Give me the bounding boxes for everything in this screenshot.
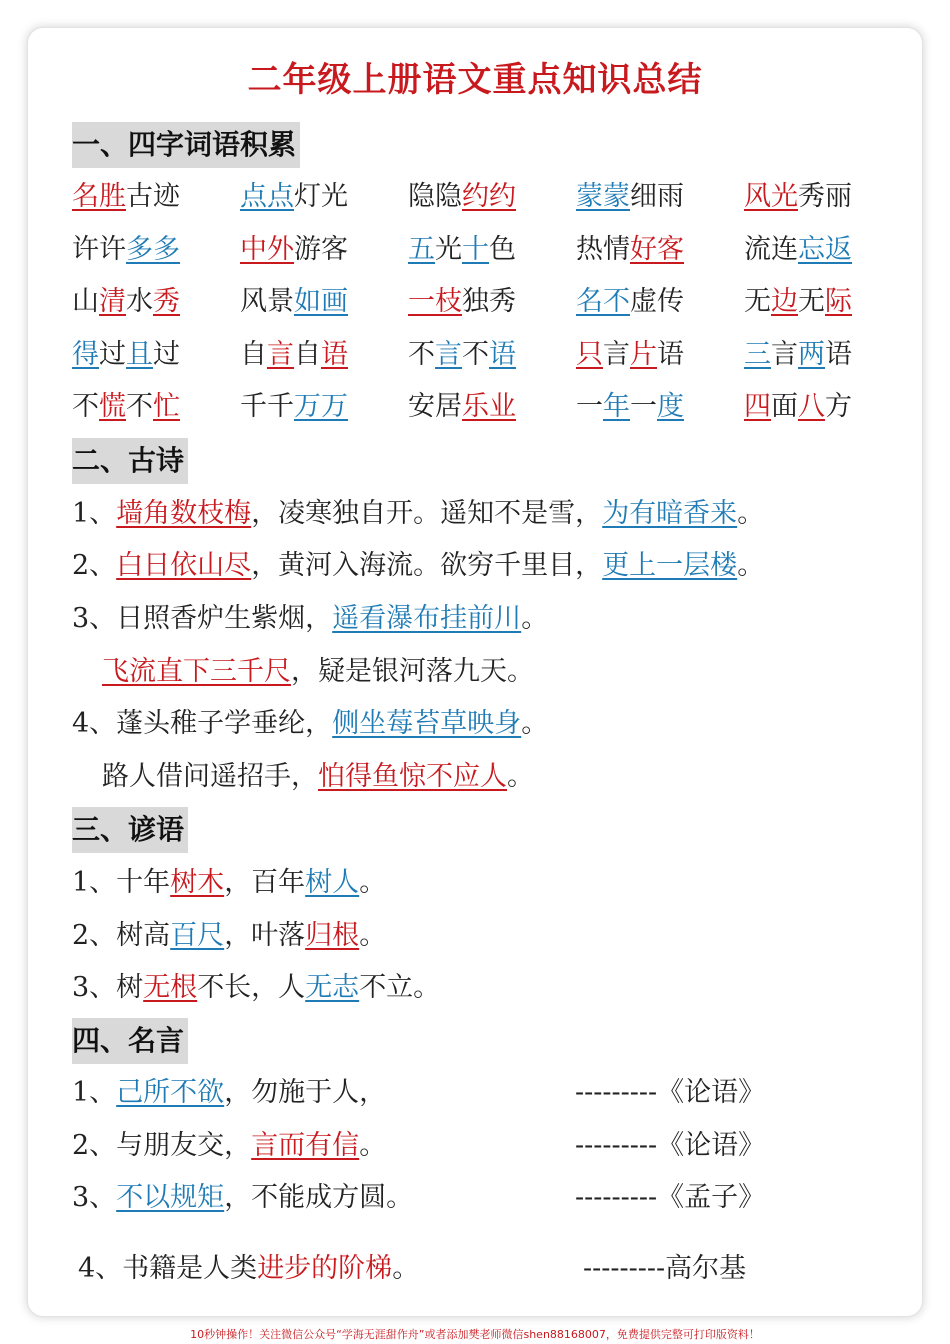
idiom-segment: 色	[489, 234, 516, 265]
section-heading-poems: 二、古诗	[72, 438, 188, 484]
idiom-segment: 安居	[408, 391, 462, 422]
quote-line-segment: 。	[359, 1130, 387, 1161]
proverb-line-segment: 1、十年	[72, 867, 171, 898]
idiom-segment: 中外	[240, 234, 294, 265]
page-title: 二年级上册语文重点知识总结	[247, 60, 703, 100]
idiom-item	[576, 179, 684, 215]
section-heading-proverbs: 三、谚语	[72, 807, 188, 853]
idiom-segment: 隐隐	[408, 181, 462, 212]
idiom-segment: 乐业	[462, 391, 516, 422]
quote-line-segment: 3、	[72, 1182, 117, 1213]
idiom-item	[72, 232, 180, 268]
idiom-segment: 语	[321, 339, 348, 370]
idiom-segment: 秀	[153, 286, 180, 317]
poem-line	[72, 706, 548, 742]
idiom-item	[408, 232, 516, 268]
poem-line-segment: 墙角数枝梅	[116, 498, 252, 529]
idiom-segment: 风景	[240, 286, 294, 317]
idiom-segment: 忘返	[798, 234, 852, 265]
idiom-segment: 慌	[99, 391, 126, 422]
idiom-item	[240, 389, 348, 425]
proverb-line-segment: 2、树高	[72, 920, 171, 951]
idiom-segment: 自	[240, 339, 267, 370]
poem-line-segment: ，凌寒独自开。遥知不是雪，	[251, 498, 603, 529]
idiom-segment: 独秀	[462, 286, 516, 317]
idiom-segment: 名不	[576, 286, 630, 317]
idiom-item	[408, 389, 516, 425]
poem-line-segment: 更上一层楼	[602, 550, 738, 581]
idiom-item	[72, 284, 180, 320]
proverb-line-segment: 树木	[170, 867, 225, 898]
idiom-segment: 度	[657, 391, 684, 422]
proverb-line-segment: 不长，人	[197, 972, 306, 1003]
quote-line-segment: 2、与朋友交，	[72, 1130, 252, 1161]
idiom-segment: 细雨	[630, 181, 684, 212]
idiom-item	[240, 232, 348, 268]
poem-line-segment: 遥看瀑布挂前川	[332, 603, 522, 634]
proverb-line-segment: 百尺	[170, 920, 225, 951]
idiom-item	[744, 284, 852, 320]
idiom-segment: 际	[825, 286, 852, 317]
idiom-segment: 游客	[294, 234, 348, 265]
idiom-item	[72, 337, 180, 373]
section-heading-quotes: 四、名言	[72, 1018, 188, 1064]
quote-source: ---------《孟子》	[575, 1182, 766, 1213]
proverb-line	[72, 865, 386, 901]
idiom-segment: 言	[435, 339, 462, 370]
quote-line-segment: 不以规矩	[116, 1182, 225, 1213]
idiom-segment: 语	[825, 339, 852, 370]
poem-line-segment: 。	[521, 708, 549, 739]
idiom-segment: 灯光	[294, 181, 348, 212]
idiom-segment: 水	[126, 286, 153, 317]
quote-line	[72, 1180, 413, 1216]
idiom-item	[72, 389, 180, 425]
poem-line-segment: 为有暗香来	[602, 498, 738, 529]
proverb-line-segment: 不立。	[359, 972, 441, 1003]
idiom-segment: 无	[744, 286, 771, 317]
idiom-item	[576, 232, 684, 268]
idiom-segment: 不	[462, 339, 489, 370]
idiom-segment: 多多	[126, 234, 180, 265]
idiom-segment: 自	[294, 339, 321, 370]
proverb-line-segment: 。	[359, 920, 387, 951]
poem-line-segment: ，疑是银河落九天。	[291, 656, 534, 687]
idiom-item	[72, 179, 180, 215]
idiom-item	[576, 284, 684, 320]
idiom-item	[744, 179, 852, 215]
idiom-item	[408, 337, 516, 373]
idiom-segment: 不	[126, 391, 153, 422]
quote-source: ---------《论语》	[575, 1130, 766, 1161]
idiom-segment: 言	[267, 339, 294, 370]
idiom-segment: 八	[798, 391, 825, 422]
poem-line-segment: 。	[521, 603, 549, 634]
proverb-line-segment: 无志	[305, 972, 360, 1003]
idiom-segment: 年	[603, 391, 630, 422]
poem-line-segment: 路人借问遥招手，	[102, 761, 318, 792]
idiom-segment: 虚传	[630, 286, 684, 317]
idiom-segment: 且	[126, 339, 153, 370]
proverb-line-segment: 树人	[305, 867, 360, 898]
idiom-segment: 流连	[744, 234, 798, 265]
idiom-item	[576, 337, 684, 373]
poem-line-segment: ，黄河入海流。欲穷千里目，	[251, 550, 603, 581]
idiom-item	[744, 232, 852, 268]
idiom-segment: 不	[72, 391, 99, 422]
proverb-line	[72, 970, 440, 1006]
quote-line-segment: ，勿施于人，	[224, 1077, 387, 1108]
proverb-line-segment: 无根	[143, 972, 198, 1003]
idiom-item	[744, 389, 852, 425]
idiom-item	[240, 284, 348, 320]
idiom-segment: 好客	[630, 234, 684, 265]
idiom-item	[408, 284, 516, 320]
poem-line-segment: 2、	[72, 550, 117, 581]
idiom-segment: 过	[99, 339, 126, 370]
idiom-item	[576, 389, 684, 425]
poem-line-segment: 侧坐莓苔草映身	[332, 708, 522, 739]
idiom-item	[744, 337, 852, 373]
idiom-segment: 面	[771, 391, 798, 422]
poem-line	[72, 601, 548, 637]
quote-line-segment: 言而有信	[251, 1130, 360, 1161]
quote-line	[72, 1075, 386, 1111]
idiom-item	[240, 337, 348, 373]
idiom-segment: 忙	[153, 391, 180, 422]
proverb-line-segment: 3、树	[72, 972, 144, 1003]
idiom-segment: 约约	[462, 181, 516, 212]
idiom-segment: 言	[603, 339, 630, 370]
idiom-segment: 语	[489, 339, 516, 370]
quote-line-segment: 4、书籍是人类	[78, 1253, 258, 1284]
idiom-segment: 三	[744, 339, 771, 370]
idiom-segment: 清	[99, 286, 126, 317]
idiom-segment: 风光	[744, 181, 798, 212]
quote-line-segment: ，不能成方圆。	[224, 1182, 414, 1213]
poem-line-segment: 3、日照香炉生紫烟，	[72, 603, 333, 634]
poem-line-segment: 。	[737, 498, 765, 529]
poem-line-segment: 。	[507, 761, 534, 792]
idiom-segment: 一	[576, 391, 603, 422]
idiom-segment: 一	[630, 391, 657, 422]
poem-line	[72, 548, 764, 584]
idiom-segment: 如画	[294, 286, 348, 317]
idiom-segment: 光	[435, 234, 462, 265]
idiom-segment: 片	[630, 339, 657, 370]
proverb-line-segment: 。	[359, 867, 387, 898]
idiom-segment: 蒙蒙	[576, 181, 630, 212]
idiom-segment: 四	[744, 391, 771, 422]
idiom-segment: 热情	[576, 234, 630, 265]
poem-line-segment: 1、	[72, 498, 117, 529]
quote-line-segment: 进步的阶梯	[257, 1253, 393, 1284]
quote-line-segment: 。	[392, 1253, 420, 1284]
quote-line	[78, 1251, 419, 1287]
quote-source: ---------《论语》	[575, 1077, 766, 1108]
proverb-line-segment: ，叶落	[224, 920, 306, 951]
idiom-item	[240, 179, 348, 215]
idiom-segment: 古迹	[126, 181, 180, 212]
idiom-segment: 秀丽	[798, 181, 852, 212]
idiom-segment: 名胜	[72, 181, 126, 212]
idiom-segment: 点点	[240, 181, 294, 212]
idiom-segment: 山	[72, 286, 99, 317]
poem-line-segment: 4、蓬头稚子学垂纶，	[72, 708, 333, 739]
idiom-segment: 得	[72, 339, 99, 370]
idiom-segment: 边	[771, 286, 798, 317]
idiom-segment: 言	[771, 339, 798, 370]
poem-line-segment: 怕得鱼惊不应人	[318, 761, 507, 792]
idiom-segment: 十	[462, 234, 489, 265]
idiom-segment: 不	[408, 339, 435, 370]
quote-line-segment: 1、	[72, 1077, 117, 1108]
quote-source: ---------高尔基	[583, 1253, 747, 1284]
poem-line-segment: 白日依山尽	[116, 550, 252, 581]
idiom-item	[408, 179, 516, 215]
poem-line-segment: 飞流直下三千尺	[102, 656, 291, 687]
idiom-segment: 万万	[294, 391, 348, 422]
idiom-segment: 千千	[240, 391, 294, 422]
footer-notice: 10秒钟操作！关注微信公众号“学海无涯甜作舟”或者添加樊老师微信shen88168007，免费提供完整可打印版资料！	[190, 1328, 760, 1341]
idiom-segment: 过	[153, 339, 180, 370]
idiom-segment: 无	[798, 286, 825, 317]
idiom-segment: 两	[798, 339, 825, 370]
idiom-segment: 只	[576, 339, 603, 370]
poem-line	[102, 759, 534, 795]
idiom-segment: 方	[825, 391, 852, 422]
poem-line	[102, 654, 534, 690]
proverb-line-segment: ，百年	[224, 867, 306, 898]
section-heading-idioms: 一、四字词语积累	[72, 122, 300, 168]
idiom-segment: 许许	[72, 234, 126, 265]
quote-line	[72, 1128, 386, 1164]
poem-line-segment: 。	[737, 550, 765, 581]
poem-line	[72, 496, 764, 532]
quote-line-segment: 己所不欲	[116, 1077, 225, 1108]
idiom-segment: 语	[657, 339, 684, 370]
idiom-segment: 五	[408, 234, 435, 265]
proverb-line	[72, 918, 386, 954]
idiom-segment: 一枝	[408, 286, 462, 317]
proverb-line-segment: 归根	[305, 920, 360, 951]
